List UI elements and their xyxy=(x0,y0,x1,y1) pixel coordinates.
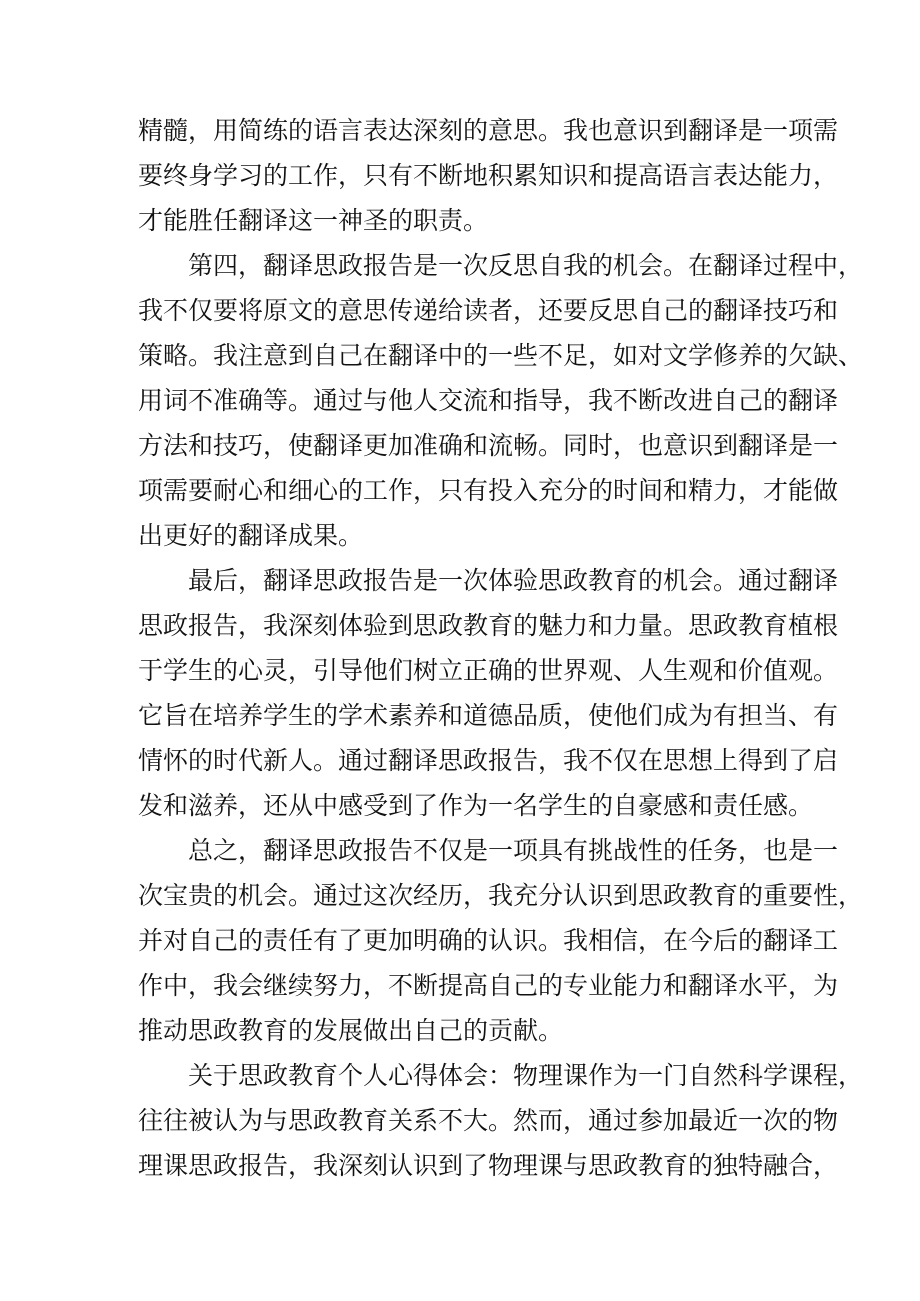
text-line: 出更好的翻译成果。 xyxy=(138,521,364,550)
text-line: 发和滋养，还从中感受到了作为一名学生的自豪感和责任感。 xyxy=(138,791,814,820)
text-line: 往往被认为与思政教育关系不大。然而，通过参加最近一次的物 xyxy=(138,1106,839,1135)
paragraph-first-line: 关于思政教育个人心得体会：物理课作为一门自然科学课程， xyxy=(188,1061,864,1090)
text-line: 项需要耐心和细心的工作，只有投入充分的时间和精力，才能做 xyxy=(138,476,839,505)
text-line: 次宝贵的机会。通过这次经历，我充分认识到思政教育的重要性， xyxy=(138,881,864,910)
text-line: 理课思政报告，我深刻认识到了物理课与思政教育的独特融合， xyxy=(138,1151,839,1180)
text-line: 于学生的心灵，引导他们树立正确的世界观、人生观和价值观。 xyxy=(138,656,839,685)
text-line: 作中，我会继续努力，不断提高自己的专业能力和翻译水平，为 xyxy=(138,971,839,1000)
text-line: 方法和技巧，使翻译更加准确和流畅。同时，也意识到翻译是一 xyxy=(138,431,839,460)
text-line: 策略。我注意到自己在翻译中的一些不足，如对文学修养的欠缺、 xyxy=(138,341,864,370)
paragraph-first-line: 第四，翻译思政报告是一次反思自我的机会。在翻译过程中， xyxy=(188,251,864,280)
text-line: 推动思政教育的发展做出自己的贡献。 xyxy=(138,1016,564,1045)
text-line: 我不仅要将原文的意思传递给读者，还要反思自己的翻译技巧和 xyxy=(138,296,839,325)
paragraph-first-line: 最后，翻译思政报告是一次体验思政教育的机会。通过翻译 xyxy=(188,566,839,595)
text-line: 思政报告，我深刻体验到思政教育的魅力和力量。思政教育植根 xyxy=(138,611,839,640)
text-line: 情怀的时代新人。通过翻译思政报告，我不仅在思想上得到了启 xyxy=(138,746,839,775)
text-line: 才能胜任翻译这一神圣的职责。 xyxy=(138,206,489,235)
text-line: 精髓，用简练的语言表达深刻的意思。我也意识到翻译是一项需 xyxy=(138,116,839,145)
text-line: 要终身学习的工作，只有不断地积累知识和提高语言表达能力， xyxy=(138,161,839,190)
text-line: 它旨在培养学生的学术素养和道德品质，使他们成为有担当、有 xyxy=(138,701,839,730)
text-line: 并对自己的责任有了更加明确的认识。我相信，在今后的翻译工 xyxy=(138,926,839,955)
text-line: 用词不准确等。通过与他人交流和指导，我不断改进自己的翻译 xyxy=(138,386,839,415)
paragraph-first-line: 总之，翻译思政报告不仅是一项具有挑战性的任务，也是一 xyxy=(188,836,839,865)
